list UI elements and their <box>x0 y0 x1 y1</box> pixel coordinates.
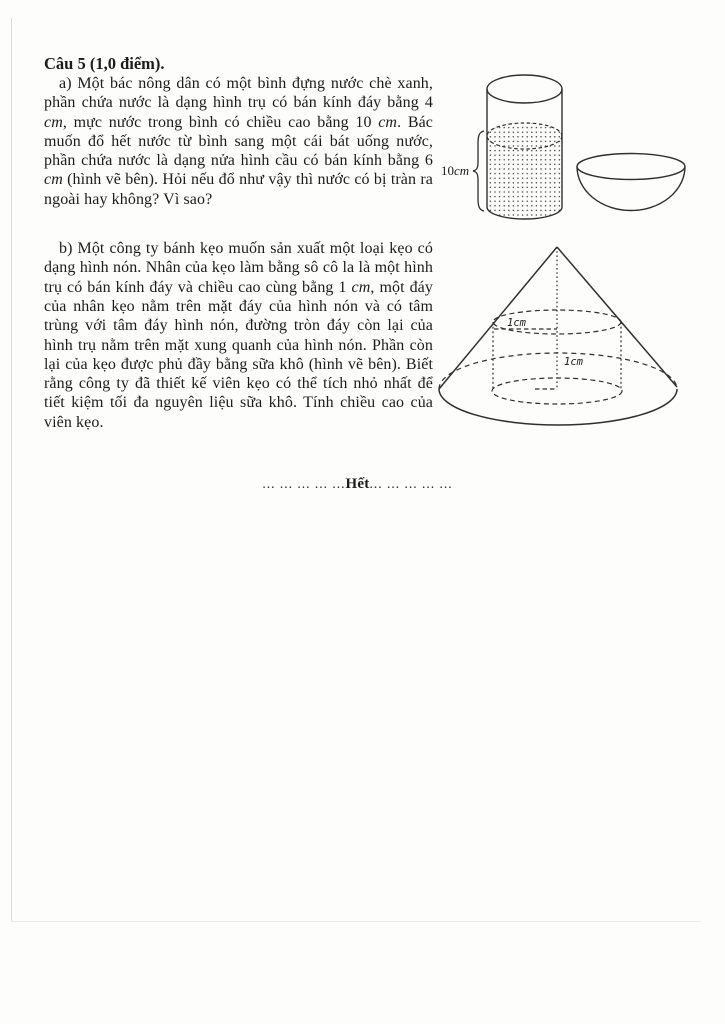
end-dots-left: ... ... ... ... ... <box>262 476 346 491</box>
end-marker <box>0 476 715 493</box>
question-heading: Câu 5 (1,0 điểm). <box>44 54 165 73</box>
cone-outline <box>439 247 677 389</box>
bowl-figure <box>577 154 685 211</box>
scan-edge-bottom <box>11 921 701 922</box>
end-label: Hết <box>345 476 370 492</box>
figure-cone-candy <box>428 236 725 436</box>
paragraph-a: a) Một bác nông dân có một bình đựng nước chè xanh, phần chứa nước là dạng hình trụ có bán kính đáy bằng 4 cm, mực nước trong bình có chiều cao bằng 10 cm. Bác muốn đổ hết nước từ bình sang một cái bát uống nước, phần chứa nước là dạng nửa hình cầu có bán kính bằng 6 cm (hình vẽ bên). Hỏi nếu đổ như vậy thì nước có bị tràn ra ngoài hay không? Vì sao? <box>44 75 434 208</box>
cone-base-front <box>439 389 677 425</box>
height-brace <box>473 131 484 211</box>
figure-cylinder-bowl <box>434 62 719 224</box>
paragraph-b: b) Một công ty bánh kẹo muốn sản xuất một loại kẹo có dạng hình nón. Nhân của kẹo làm bằng sô cô la là một hình trụ có bán kính đáy và chiều cao cùng bằng 1 cm, một đáy của nhân kẹo nằm trên mặt đáy của hình nón và có tâm trùng với tâm đáy hình nón, đường tròn đáy còn lại của hình trụ nằm trên mặt xung quanh của hình nón. Phần còn lại của kẹo được phủ đầy bằng sữa khô (hình vẽ bên). Biết rằng công ty đã thiết kế viên kẹo có thể tích nhỏ nhất để tiết kiệm tối đa nguyên liệu sữa khô. Tính chiều cao của viên kẹo. <box>44 240 433 431</box>
cone-height-label: 1cm <box>564 356 583 368</box>
question-block <box>44 54 433 432</box>
end-dots-right: ... ... ... ... ... <box>369 476 453 491</box>
cone-base-back <box>439 353 677 389</box>
cone-radius-label: 1cm <box>507 317 526 329</box>
scan-edge-left <box>11 18 12 921</box>
water-height-label: 10cm <box>441 163 470 178</box>
water-fill <box>487 123 562 219</box>
